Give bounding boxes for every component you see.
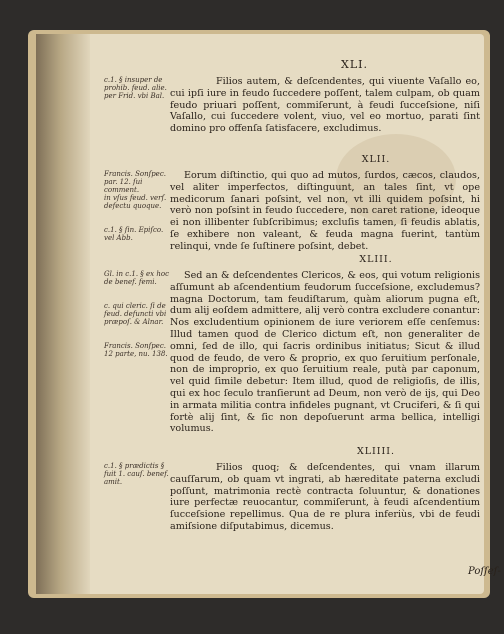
- margin-note: Gl. in c.1. § ex hoc de benef. femi. c. qui cleric. ſi de feud. defuncti vbi præpoſ. & Alnar. Francis. Sonſpec. 12 parte, nu. 138.: [104, 270, 169, 358]
- book-page: [36, 34, 501, 594]
- text-area: [96, 34, 501, 594]
- section-heading: XLIIII.: [356, 446, 396, 457]
- paragraph: Filios autem, & deſcendentes, qui viuente Vaſallo eo, cui ipſi iure in feudo ſuccedere poſſent, talem culpam, ob quam feudo priuari poſſent, commiſerunt, à feudi ſucceſsione, niſi Vaſallo, cui ſuccedere volent, viuo, vel eo mortuo, parati ſint domino pro offenſa ſatisfacere, excludimus.: [170, 76, 480, 135]
- section-heading: XLIII.: [359, 254, 393, 265]
- paragraph: Filios quoq; & deſcendentes, qui vnam illarum cauſſarum, ob quam vt ingrati, ab hæreditate paterna excludi poſſunt, matrimonia rectè contracta ſoluuntur, & donationes iure perfectæ reuocantur, commiſerunt, à feudi aſcendentium ſucceſsione repellimus. Qua de re plura inferiùs, vbi de feudi amiſsione diſputabimus, dicemus.: [170, 462, 480, 532]
- paragraph: Eorum diſtinctio, qui quo ad mutos, ſurdos, cæcos, claudos, vel aliter imperfectos, diſtinguunt, an tales ſint, vt ope medicorum ſanari poſsint, vel non, vt illi quidem poſsint, hi verò non poſsint in feudo ſuccedere, non caret ratione, ideoque ei non illibenter ſubſcribimus; excluſis tamen, ſi feudis ablatis, ſe exhibere non valeant, & feuda magna fuerint, tantùm relinqui, vnde ſe ſuſtinere poſsint, debet.: [170, 170, 480, 252]
- section-heading: XLII.: [361, 154, 391, 165]
- margin-note: c.1. § prædictis § fuit 1. cauſ. benef. amit.: [104, 462, 169, 486]
- folio-number: XLI.: [341, 58, 368, 71]
- margin-note: Francis. Sonſpec. par. 12. ſui comment. in vſus feud. verſ. defectu quoque. c.1. § ſin. Epiſco. vel Abb.: [104, 170, 167, 242]
- catchword: Poſſeſ-: [468, 566, 501, 577]
- margin-note: c.1. § insuper de prohib. feud. alie. per Frid. vbi Bal.: [104, 76, 167, 100]
- book-gutter: [36, 34, 90, 594]
- paragraph: Sed an & deſcendentes Clericos, & eos, qui votum religionis aſſumunt ab aſcendentium feudorum ſucceſsione, excludemus? magna Doctorum, tam feudiſtarum, quàm aliorum pugna eſt, dum alij eoſdem admittere, alij verò contra excludere conantur: Nos excludentium opinionem de iure veriorem eſſe cenſemus: Illud tamen quod de Clerico dictum eſt, non generaliter de omni, ſed de illo, qui ſacris ordinibus initiatus; Sicut & illud quod de feudo, de vero & proprio, ex quo ſeruitium perſonale, non de improprio, ex quo ſeruitium reale, putà par caponum, vel quid ſimile debetur: Item illud, quod de religioſis, de illis, qui ex hoc ſeculo tranſierunt ad Deum, non verò de ijs, qui Deo in armata militia contra infideles pugnant, vt Cruciferi, & ſi qui fortè alij ſint, & ſic non depoſuerunt arma bellica, intelligi volumus.: [170, 270, 480, 435]
